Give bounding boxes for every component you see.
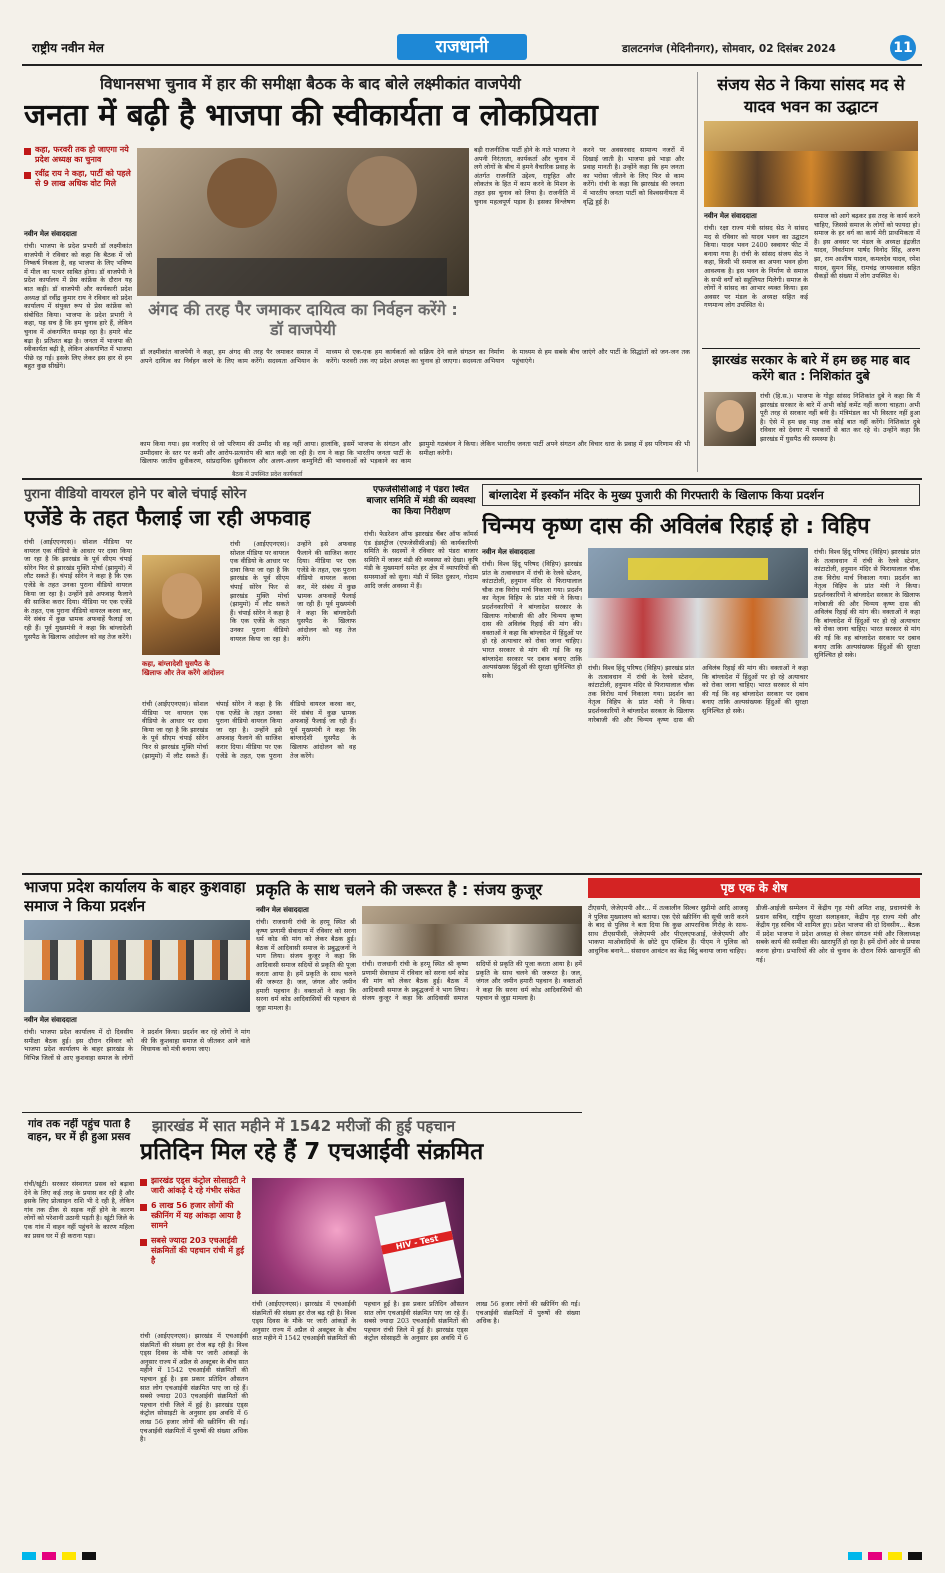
bullet-square-icon: [24, 148, 31, 155]
column-divider: [697, 72, 698, 472]
person-silhouette-right: [347, 156, 417, 226]
section-rule: [22, 478, 922, 480]
section-title: राजधानी: [435, 37, 489, 57]
bullet-text: 6 लाख 56 हजार लोगों की स्क्रीनिंग में यह आंकड़ा आया है सामने: [151, 1201, 241, 1230]
story4-body: रांची (आईएएनएस)। सोशल मीडिया पर वायरल एक वीडियो के आधार पर दावा किया जा रहा है कि झारखंड के पूर्व सीएम चंपाई सोरेन फिर से झारखंड मुक्ति मोर्चा (झामुमो) में लौट सकते हैं। चंपाई सोरेन ने कहा है कि एक एजेंडे के तहत उनका पुराना वीडियो वायरल किया जा रहा है। उन्होंने इसे अफवाह फैलाने की साजिश करार दिया। मीडिया पर एक एजेंडे के तहत, एक पुराना वीडियो वायरल करवा कर, मेरे संबंध में कुछ भ्रामक अफवाहें फैलाई जा रही हैं। पूर्व मुख्यमंत्री ने कहा कि बांग्लादेशी घुसपैठ के खिलाफ आंदोलन को वह तेज करेंगे।: [24, 538, 132, 641]
story8-photo: [362, 906, 582, 956]
story6-headline: चिन्मय कृष्ण दास की अविलंब रिहाई हो : विहिप: [482, 514, 870, 539]
story2-body2: समाज को आगे बढ़कर इस तरह के कार्य करने चाहिए, जिससे समाज के लोगों को फायदा हो। समाज के हर वर्ग का कार्य मेरी प्राथमिकता में है। इस अवसर पर मंडल के अध्यक्ष इंद्रजीत यादव, निवर्तमान पार्षद विनोद सिंह, अरुण झा, राम आशीष यादव, कमलदेव यादव, रमेश यादव, सुमन सिंह, रामचंद्र जायसवाल सहित सैकड़ों की संख्या में लोग उपस्थित थे।: [814, 212, 920, 281]
story1-photo-caption: बैठक में उपस्थित प्रदेश कार्यकर्ता: [232, 471, 303, 478]
story6-photo: [588, 548, 808, 658]
story1-body-bottom: डॉ लक्ष्मीकांत वाजपेयी ने कहा, हम अंगद की तरह पैर जमाकर समाज में अपने दायित्व का निर्वहन करने के लिए काम करेंगे। सदस्यता अभियान के माध्यम से एक-एक हम कार्यकर्ता को सक्रिय देने वाले संगठन का निर्माण करेंगे। फरवरी तक नए प्रदेश अध्यक्ष का चुनाव हो जाएगा। सदस्यता अभियान के माध्यम से हम सबके बीच जाएंगे और पार्टी के सिद्धांतों को जन-जन तक पहुंचाएंगे।: [140, 348, 690, 365]
story6-body: रांची। विश्व हिंदू परिषद (विहिप) झारखंड प्रांत के तत्वावधान में रांची के रेलवे स्टेशन, कांटाटोली, हनुमान मंदिर से फिरायालाल चौक तक विरोध मार्च निकाला गया। प्रदर्शन का नेतृत्व विहिप के प्रांत मंत्री ने किया। प्रदर्शनकारियों ने बांग्लादेश सरकार के खिलाफ नारेबाजी की और चिन्मय कृष्ण दास की अविलंब रिहाई की मांग की। वक्ताओं ने कहा कि बांग्लादेश में हिंदुओं पर हो रहे अत्याचार को रोका जाना चाहिए। भारत सरकार से मांग की गई कि वह बांग्लादेश सरकार पर दबाव बनाए ताकि अल्पसंख्यक हिंदुओं की सुरक्षा सुनिश्चित हो सके।: [482, 560, 582, 680]
story11-banner-text: पृष्ठ एक के शेष: [720, 881, 788, 895]
story10-kicker: झारखंड में सात महीने में 1542 मरीजों की हुई पहचान: [152, 1117, 456, 1135]
footer-color-bar: [22, 1552, 922, 1560]
microphone-bank: [157, 258, 447, 296]
page-number: [890, 35, 916, 61]
story4-body-cont: रांची (आईएएनएस)। सोशल मीडिया पर वायरल एक वीडियो के आधार पर दावा किया जा रहा है कि झारखंड के पूर्व सीएम चंपाई सोरेन फिर से झारखंड मुक्ति मोर्चा (झामुमो) में लौट सकते हैं। चंपाई सोरेन ने कहा है कि एक एजेंडे के तहत उनका पुराना वीडियो वायरल किया जा रहा है। उन्होंने इसे अफवाह फैलाने की साजिश करार दिया। मीडिया पर एक एजेंडे के तहत, एक पुराना वीडियो वायरल करवा कर, मेरे संबंध में कुछ भ्रामक अफवाहें फैलाई जा रही हैं। पूर्व मुख्यमंत्री ने कहा कि बांग्लादेशी घुसपैठ के खिलाफ आंदोलन को वह तेज करेंगे।: [230, 540, 356, 643]
story10-bullet: [140, 1201, 248, 1231]
story8-body-cont: रांची। राजधानी रांची के हरमू स्थित श्री कृष्ण प्रणामी सेवाधाम में रविवार को सरना धर्म कोड की मांग को लेकर बैठक हुई। बैठक में आदिवासी समाज के प्रबुद्धजनों ने भाग लिया। संजय कुजूर ने कहा कि आदिवासी समाज सदियों से प्रकृति की पूजा करता आया है। हमें प्रकृति के साथ चलने की जरूरत है। जल, जंगल और जमीन हमारी पहचान है। वक्ताओं ने कहा कि सरना धर्म कोड आदिवासियों की पहचान से जुड़ा मामला है।: [362, 960, 582, 1003]
story2-photo: [704, 121, 918, 207]
story1-body-right-lower: काम किया गया। इस नजरिए से जो परिणाम की उम्मीद थी वह नहीं आया। हालांकि, इसमें भाजपा के संगठन और उम्मीदवार के स्तर पर कमी और आरोप-प्रत्यारोप की बात कही जा रही है। राय ने कहा कि भारतीय जनता पार्टी के खिलाफ जातीय ध्रुवीकरण, सांप्रदायिक ध्रुवीकरण और अलग-अलग कम्युनिटी की भावनाओं को भड़काने का काम झामुमो गठबंधन ने किया। लेकिन भारतीय जनता पार्टी अपने संगठन और विचार धारा के प्रवाह में इस परिणाम की भी समीक्षा करेगी।: [140, 440, 690, 466]
magenta-swatch: [42, 1552, 56, 1560]
story1-bullet: [24, 169, 132, 189]
story10-headline: प्रतिदिन मिल रहे हैं 7 एचआईवी संक्रमित: [140, 1139, 484, 1165]
yellow-swatch: [62, 1552, 76, 1560]
page-header: [22, 34, 922, 62]
bullet-square-icon: [140, 1204, 147, 1211]
placards: [24, 940, 250, 980]
bullet-text: रवींद्र राय ने कहा, पार्टी को पहले से 9 लाख अधिक वोट मिले: [35, 169, 131, 188]
bullet-text: सबसे ज्यादा 203 एचआईवी संक्रमितों की पहचान रांची में हुई है: [151, 1236, 245, 1265]
cyan-swatch: [848, 1552, 862, 1560]
story7-headline: भाजपा प्रदेश कार्यालय के बाहर कुशवाहा समाज ने किया प्रदर्शन: [24, 878, 246, 915]
section-rule: [22, 873, 922, 875]
dateline: डालटनगंज (मेदिनीनगर), सोमवार, 02 दिसंबर 2024: [622, 43, 836, 55]
story1-body-mid: बड़ी राजनीतिक पार्टी होने के नाते भाजपा ने अपनी निरंतरता, कार्यकर्ता और चुनाव में लगे लोगों के बीच में हमने वैचारिक प्रवाह के अंतर्गत राजनीति उद्देश्य, राष्ट्रहित और लोकतंत्र के हित में काम करने के मिशन के तहत इस चुनाव को लिया है। राजनीति में चुनाव महत्वपूर्ण पड़ाव है। इसका विश्लेषण करने पर अवसरवाद सामान्य नजरों में दिखाई जाती है। भाजपा इसे भाड़ा और प्रवाह मानती है। उन्होंने कहा कि हम जनता का भरोसा जीतने के लिए फिर से काम करेंगे। रांची के कहा कि झारखंड की जनता में भारतीय जनता पार्टी को विश्वसनीयता में वृद्धि हुई है।: [474, 146, 684, 206]
story10-bullet: [140, 1236, 248, 1266]
story4-photo-caption: कहा, बांग्लादेशी घुसपैठ के खिलाफ और तेज करेंगे आंदोलन: [142, 660, 224, 677]
face: [162, 573, 202, 619]
story1-kicker: विधानसभा चुनाव में हार की समीक्षा बैठक के बाद बोले लक्ष्मीकांत वाजपेयी: [100, 75, 521, 93]
story4-photo: [142, 555, 220, 655]
story2-byline: नवीन मेल संवाददाता: [704, 212, 757, 220]
section-rule: [22, 1112, 582, 1113]
header-rule: [22, 64, 922, 66]
bullet-text: झारखंड एड्स कंट्रोल सोसाइटी ने जारी आंकड़े दे रहे गंभीर संकेत: [151, 1176, 246, 1195]
story8-headline: प्रकृति के साथ चलने की जरूरत है : संजय कुजूर: [256, 880, 543, 899]
story6-kicker: बांग्लादेश में इस्कॉन मंदिर के मुख्य पुजारी की गिरफ्तारी के खिलाफ किया प्रदर्शन: [489, 488, 824, 502]
story10-bullet: [140, 1176, 248, 1196]
story11-body-left: टीएसपी, जेजेएमपी और... में तत्कालीन सिल्वर सुप्रीमो आदि आजसू ने पुलिस मुख्यालय को बताया। एक ऐसे स्क्रीनिंग की सूची जारी करने के बाद से पुलिस ने बता दिया कि कुछ आपराधिक गिरोह के साथ-साथ टीएसपीसी, जेजेएमपी और पीएलएफआई, जेजेएमपी और भाकपा माओवादियों के छोटे ग्रुप एक्टिव हैं। पीएम ने पुलिस को आधुनिक बनाने... संसाधन आवंटन का केंद्र बिंदु बनाया जाना चाहिए।: [588, 904, 748, 955]
story11-body-right: डीजी-आईजी सम्मेलन में केंद्रीय गृह मंत्री अमित शाह, प्रधानमंत्री के प्रधान सचिव, राष्ट्रीय सुरक्षा सलाहकार, केंद्रीय गृह राज्य मंत्री और केंद्रीय गृह सचिव भी शामिल हुए। प्रदेश भाजपा की दो दिवसीय... बैठक में प्रदेश भाजपा ने प्रदेश अध्यक्ष से लेकर संगठन मंत्री और जिलाध्यक्ष सबके कार्य की समीक्षा की। खारापुर्ति हो रहा है। हमें दोनों ओर से प्रयास करना होगा। प्रभारियों की ओर से चुनाव के दौरान सिर्फ खानापूर्ति की गई।: [756, 904, 920, 964]
story1-body-left: रांची। भाजपा के प्रदेश प्रभारी डॉ लक्ष्मीकांत वाजपेयी ने रविवार को कहा कि बैठक में जो निष्कर्ष निकला है, वह भाजपा के लिए भविष्य में मील का पत्थर साबित होगा। डॉ वाजपेयी ने प्रदेश कार्यालय में प्रेस कांफ्रेंस के दौरान यह बात कही। डॉ वाजपेयी और कार्यकारी प्रदेश अध्यक्ष डॉ रवींद्र कुमार राय ने रविवार को प्रदेश कार्यालय में संयुक्त रूप से प्रेस कांफ्रेंस को संबोधित किया। भाजपा के प्रदेश प्रभारी ने कहा, यह सच है कि हम चुनाव हारे हैं, लेकिन चुनाव में अंकगणित समझ रहा है। हमारे वोट बढ़ा है। प्रतिशत बढ़ा है। जनता में भाजपा की स्वीकार्यता बढ़ी है, लेकिन अंकगणित में भाजपा पीछे रह गई। इसके लिए लेकर इस हार से हम बहुत कुछ सीखेंगे।: [24, 242, 132, 371]
story8-byline: नवीन मेल संवाददाता: [256, 906, 309, 914]
story1-photo: [137, 148, 469, 296]
story1-headline: जनता में बढ़ी है भाजपा की स्वीकार्यता व लोकप्रियता: [24, 98, 598, 133]
bullet-square-icon: [140, 1239, 147, 1246]
story1-bullet: [24, 145, 132, 165]
story4-body-lower: रांची (आईएएनएस)। सोशल मीडिया पर वायरल एक वीडियो के आधार पर दावा किया जा रहा है कि झारखंड के पूर्व सीएम चंपाई सोरेन फिर से झारखंड मुक्ति मोर्चा (झामुमो) में लौट सकते हैं। चंपाई सोरेन ने कहा है कि एक एजेंडे के तहत उनका पुराना वीडियो वायरल किया जा रहा है। उन्होंने इसे अफवाह फैलाने की साजिश करार दिया। मीडिया पर एक एजेंडे के तहत, एक पुराना वीडियो वायरल करवा कर, मेरे संबंध में कुछ भ्रामक अफवाहें फैलाई जा रही हैं। पूर्व मुख्यमंत्री ने कहा कि बांग्लादेशी घुसपैठ के खिलाफ आंदोलन को वह तेज करेंगे।: [142, 700, 356, 760]
story3-headline: झारखंड सरकार के बारे में हम छह माह बाद करेंगे बात : निशिकांत दुबे: [712, 352, 910, 383]
section-banner: [397, 34, 527, 60]
story2-headline: संजय सेठ ने किया सांसद मद से यादव भवन का उद्घाटन: [717, 75, 905, 116]
bullet-square-icon: [24, 172, 31, 179]
story3-body: रांची (हि.स.)। भाजपा के गोड्डा सांसद निशिकांत दुबे ने कहा कि मैं झारखंड सरकार के बारे में अभी कोई कमेंट नहीं करना चाहता। अभी पूरी तरह से सरकार नहीं बनी है। मंत्रिमंडल का भी विस्तार नहीं हुआ है। ऐसे में हम छह माह तक कोई बात नहीं करेंगे। निशिकांत दुबे रविवार को देवघर में पत्रकारों से बात कर रहे थे। उन्होंने कहा कि झारखंड में घुसपैठ की समस्या है।: [760, 392, 920, 443]
hiv-test-label: HIV - Test: [381, 1231, 453, 1255]
bullet-square-icon: [140, 1179, 147, 1186]
story11-banner: [588, 878, 920, 898]
story4-kicker: पुराना वीडियो वायरल होने पर बोले चंपाई सोरेन: [24, 487, 247, 502]
test-tube: [375, 1201, 462, 1292]
bullet-text: कहा, फरवरी तक हो जाएगा नये प्रदेश अध्यक्ष का चुनाव: [35, 145, 129, 164]
black-swatch: [908, 1552, 922, 1560]
story9-headline: गांव तक नहीं पहुंच पाता है वाहन, घर में ही हुआ प्रसव: [27, 1118, 131, 1143]
story6-body-cont: रांची। विश्व हिंदू परिषद (विहिप) झारखंड प्रांत के तत्वावधान में रांची के रेलवे स्टेशन, कांटाटोली, हनुमान मंदिर से फिरायालाल चौक तक विरोध मार्च निकाला गया। प्रदर्शन का नेतृत्व विहिप के प्रांत मंत्री ने किया। प्रदर्शनकारियों ने बांग्लादेश सरकार के खिलाफ नारेबाजी की और चिन्मय कृष्ण दास की अविलंब रिहाई की मांग की। वक्ताओं ने कहा कि बांग्लादेश में हिंदुओं पर हो रहे अत्याचार को रोका जाना चाहिए। भारत सरकार से मांग की गई कि वह बांग्लादेश सरकार पर दबाव बनाए ताकि अल्पसंख्यक हिंदुओं की सुरक्षा सुनिश्चित हो सके।: [588, 664, 808, 724]
person-silhouette-left: [207, 158, 277, 228]
cyan-swatch: [22, 1552, 36, 1560]
story6-body-right: रांची। विश्व हिंदू परिषद (विहिप) झारखंड प्रांत के तत्वावधान में रांची के रेलवे स्टेशन, कांटाटोली, हनुमान मंदिर से फिरायालाल चौक तक विरोध मार्च निकाला गया। प्रदर्शन का नेतृत्व विहिप के प्रांत मंत्री ने किया। प्रदर्शनकारियों ने बांग्लादेश सरकार के खिलाफ नारेबाजी की और चिन्मय कृष्ण दास की अविलंब रिहाई की मांग की। वक्ताओं ने कहा कि बांग्लादेश में हिंदुओं पर हो रहे अत्याचार को रोका जाना चाहिए। भारत सरकार से मांग की गई कि वह बांग्लादेश सरकार पर दबाव बनाए ताकि अल्पसंख्यक हिंदुओं की सुरक्षा सुनिश्चित हो सके।: [814, 548, 920, 660]
masthead-logo: राष्ट्रीय नवीन मेल: [32, 41, 104, 55]
crowd-group: [704, 151, 918, 207]
page-number-text: 11: [893, 40, 913, 56]
story10-body: रांची (आईएएनएस)। झारखंड में एचआईवी संक्रमितों की संख्या हर रोज बढ़ रही है। विश्व एड्स दिवस के मौके पर जारी आंकड़ों के अनुसार राज्य में अप्रैल से अक्टूबर के बीच सात महीने में 1542 एचआईवी संक्रमितों की पहचान हुई है। इस प्रकार प्रतिदिन औसतन सात लोग एचआईवी संक्रमित पाए जा रहे हैं। सबसे ज्यादा 203 एचआईवी संक्रमितों की पहचान रांची जिले में हुई है। झारखंड एड्स कंट्रोल सोसाइटी के अनुसार इस अवधि में 6 लाख 56 हजार लोगों की स्क्रीनिंग की गई। एचआईवी संक्रमितों में पुरुषों की संख्या अधिक है।: [252, 1300, 580, 1343]
story1-byline: नवीन मेल संवाददाता: [24, 230, 77, 238]
banner-sign: [628, 558, 768, 580]
story5-body: रांची। फेडरेशन ऑफ झारखंड चैंबर ऑफ कॉमर्स एंड इंडस्ट्रीज (एफजेसीसीआई) की कार्यकारिणी समिति के सदस्यों ने रविवार को पंडरा बाजार समिति में जाकर मंडी की व्यवस्था को देखा। कृषि मंडी के मुख्यमार्ग समेत हर क्षेत्र में व्यापारियों की समस्याओं को सुना। मंडी में स्थित दुकान, गोदाम आदि जर्जर अवस्था में हैं।: [364, 530, 478, 590]
story2-body: रांची। रक्षा राज्य मंत्री सांसद सेठ ने सांसद मद से रविवार को यादव भवन का उद्घाटन किया। यादव भवन 2400 स्क्वायर फीट में बनाया गया है। रांची के सांसद संजय सेठ ने कहा, किसी भी समाज का अपना भवन होना आवश्यक है। इस भवन के निर्माण से समाज के सभी वर्गों को सहूलियत मिलेगी। समाज के लोगों ने सांसद का आभार व्यक्त किया। इस अवसर पर मंडल के अध्यक्ष सहित कई गणमान्य लोग उपस्थित थे।: [704, 224, 808, 310]
story1-bullets: [24, 145, 132, 189]
story10-body-left: रांची (आईएएनएस)। झारखंड में एचआईवी संक्रमितों की संख्या हर रोज बढ़ रही है। विश्व एड्स दिवस के मौके पर जारी आंकड़ों के अनुसार राज्य में अप्रैल से अक्टूबर के बीच सात महीने में 1542 एचआईवी संक्रमितों की पहचान हुई है। इस प्रकार प्रतिदिन औसतन सात लोग एचआईवी संक्रमित पाए जा रहे हैं। सबसे ज्यादा 203 एचआईवी संक्रमितों की पहचान रांची जिले में हुई है। झारखंड एड्स कंट्रोल सोसाइटी के अनुसार इस अवधि में 6 लाख 56 हजार लोगों की स्क्रीनिंग की गई। एचआईवी संक्रमितों में पुरुषों की संख्या अधिक है।: [140, 1332, 248, 1444]
story5-headline: एफजेसीसीआई ने पंडरा स्थित बाजार समिति में मंडी की व्यवस्था का किया निरीक्षण: [366, 485, 476, 517]
story8-body: रांची। राजधानी रांची के हरमू स्थित श्री कृष्ण प्रणामी सेवाधाम में रविवार को सरना धर्म कोड की मांग को लेकर बैठक हुई। बैठक में आदिवासी समाज के प्रबुद्धजनों ने भाग लिया। संजय कुजूर ने कहा कि आदिवासी समाज सदियों से प्रकृति की पूजा करता आया है। हमें प्रकृति के साथ चलने की जरूरत है। जल, जंगल और जमीन हमारी पहचान है। वक्ताओं ने कहा कि सरना धर्म कोड आदिवासियों की पहचान से जुड़ा मामला है।: [256, 918, 356, 1012]
story1-subhead: अंगद की तरह पैर जमाकर दायित्व का निर्वहन करेंगे : डॉ वाजपेयी: [148, 300, 458, 339]
yellow-swatch: [888, 1552, 902, 1560]
story3-photo: [704, 392, 756, 446]
story6-byline: नवीन मेल संवाददाता: [482, 548, 535, 556]
story6-kicker-box: [482, 484, 920, 506]
protest-crowd: [588, 598, 808, 658]
story10-bullets: [140, 1176, 248, 1266]
story7-body: रांची। भाजपा प्रदेश कार्यालय में दो दिवसीय समीक्षा बैठक हुई। इस दौरान रविवार को भाजपा प्रदेश कार्यालय के बाहर झारखंड के विभिन्न जिलों से आए कुशवाहा समाज के लोगों ने प्रदर्शन किया। प्रदर्शन कर रहे लोगों ने मांग की कि कुशवाहा समाज से जीतकर आने वाले विधायक को मंत्री बनाया जाए।: [24, 1028, 250, 1062]
story7-byline: नवीन मेल संवाददाता: [24, 1016, 77, 1024]
meeting-group: [362, 924, 582, 956]
story10-photo: [252, 1178, 464, 1294]
magenta-swatch: [868, 1552, 882, 1560]
story-divider: [702, 348, 920, 349]
face: [716, 400, 744, 432]
story4-headline: एजेंडे के तहत फैलाई जा रही अफवाह: [24, 506, 311, 530]
story9-body: रांची/खूंटी। सरकार संस्थागत प्रसव को बढ़ावा देने के लिए कई तरह के प्रयास कर रही है और इसके लिए प्रोत्साहन राशि भी दे रही है, लेकिन गांव तक ठीक से सड़क नहीं होने के कारण लोगों को परेशानी उठानी पड़ती है। खूंटी जिले के एक गांव में वाहन नहीं पहुंचने के कारण महिला का प्रसव घर में ही कराना पड़ा।: [24, 1180, 134, 1240]
black-swatch: [82, 1552, 96, 1560]
story7-photo: [24, 920, 250, 1012]
